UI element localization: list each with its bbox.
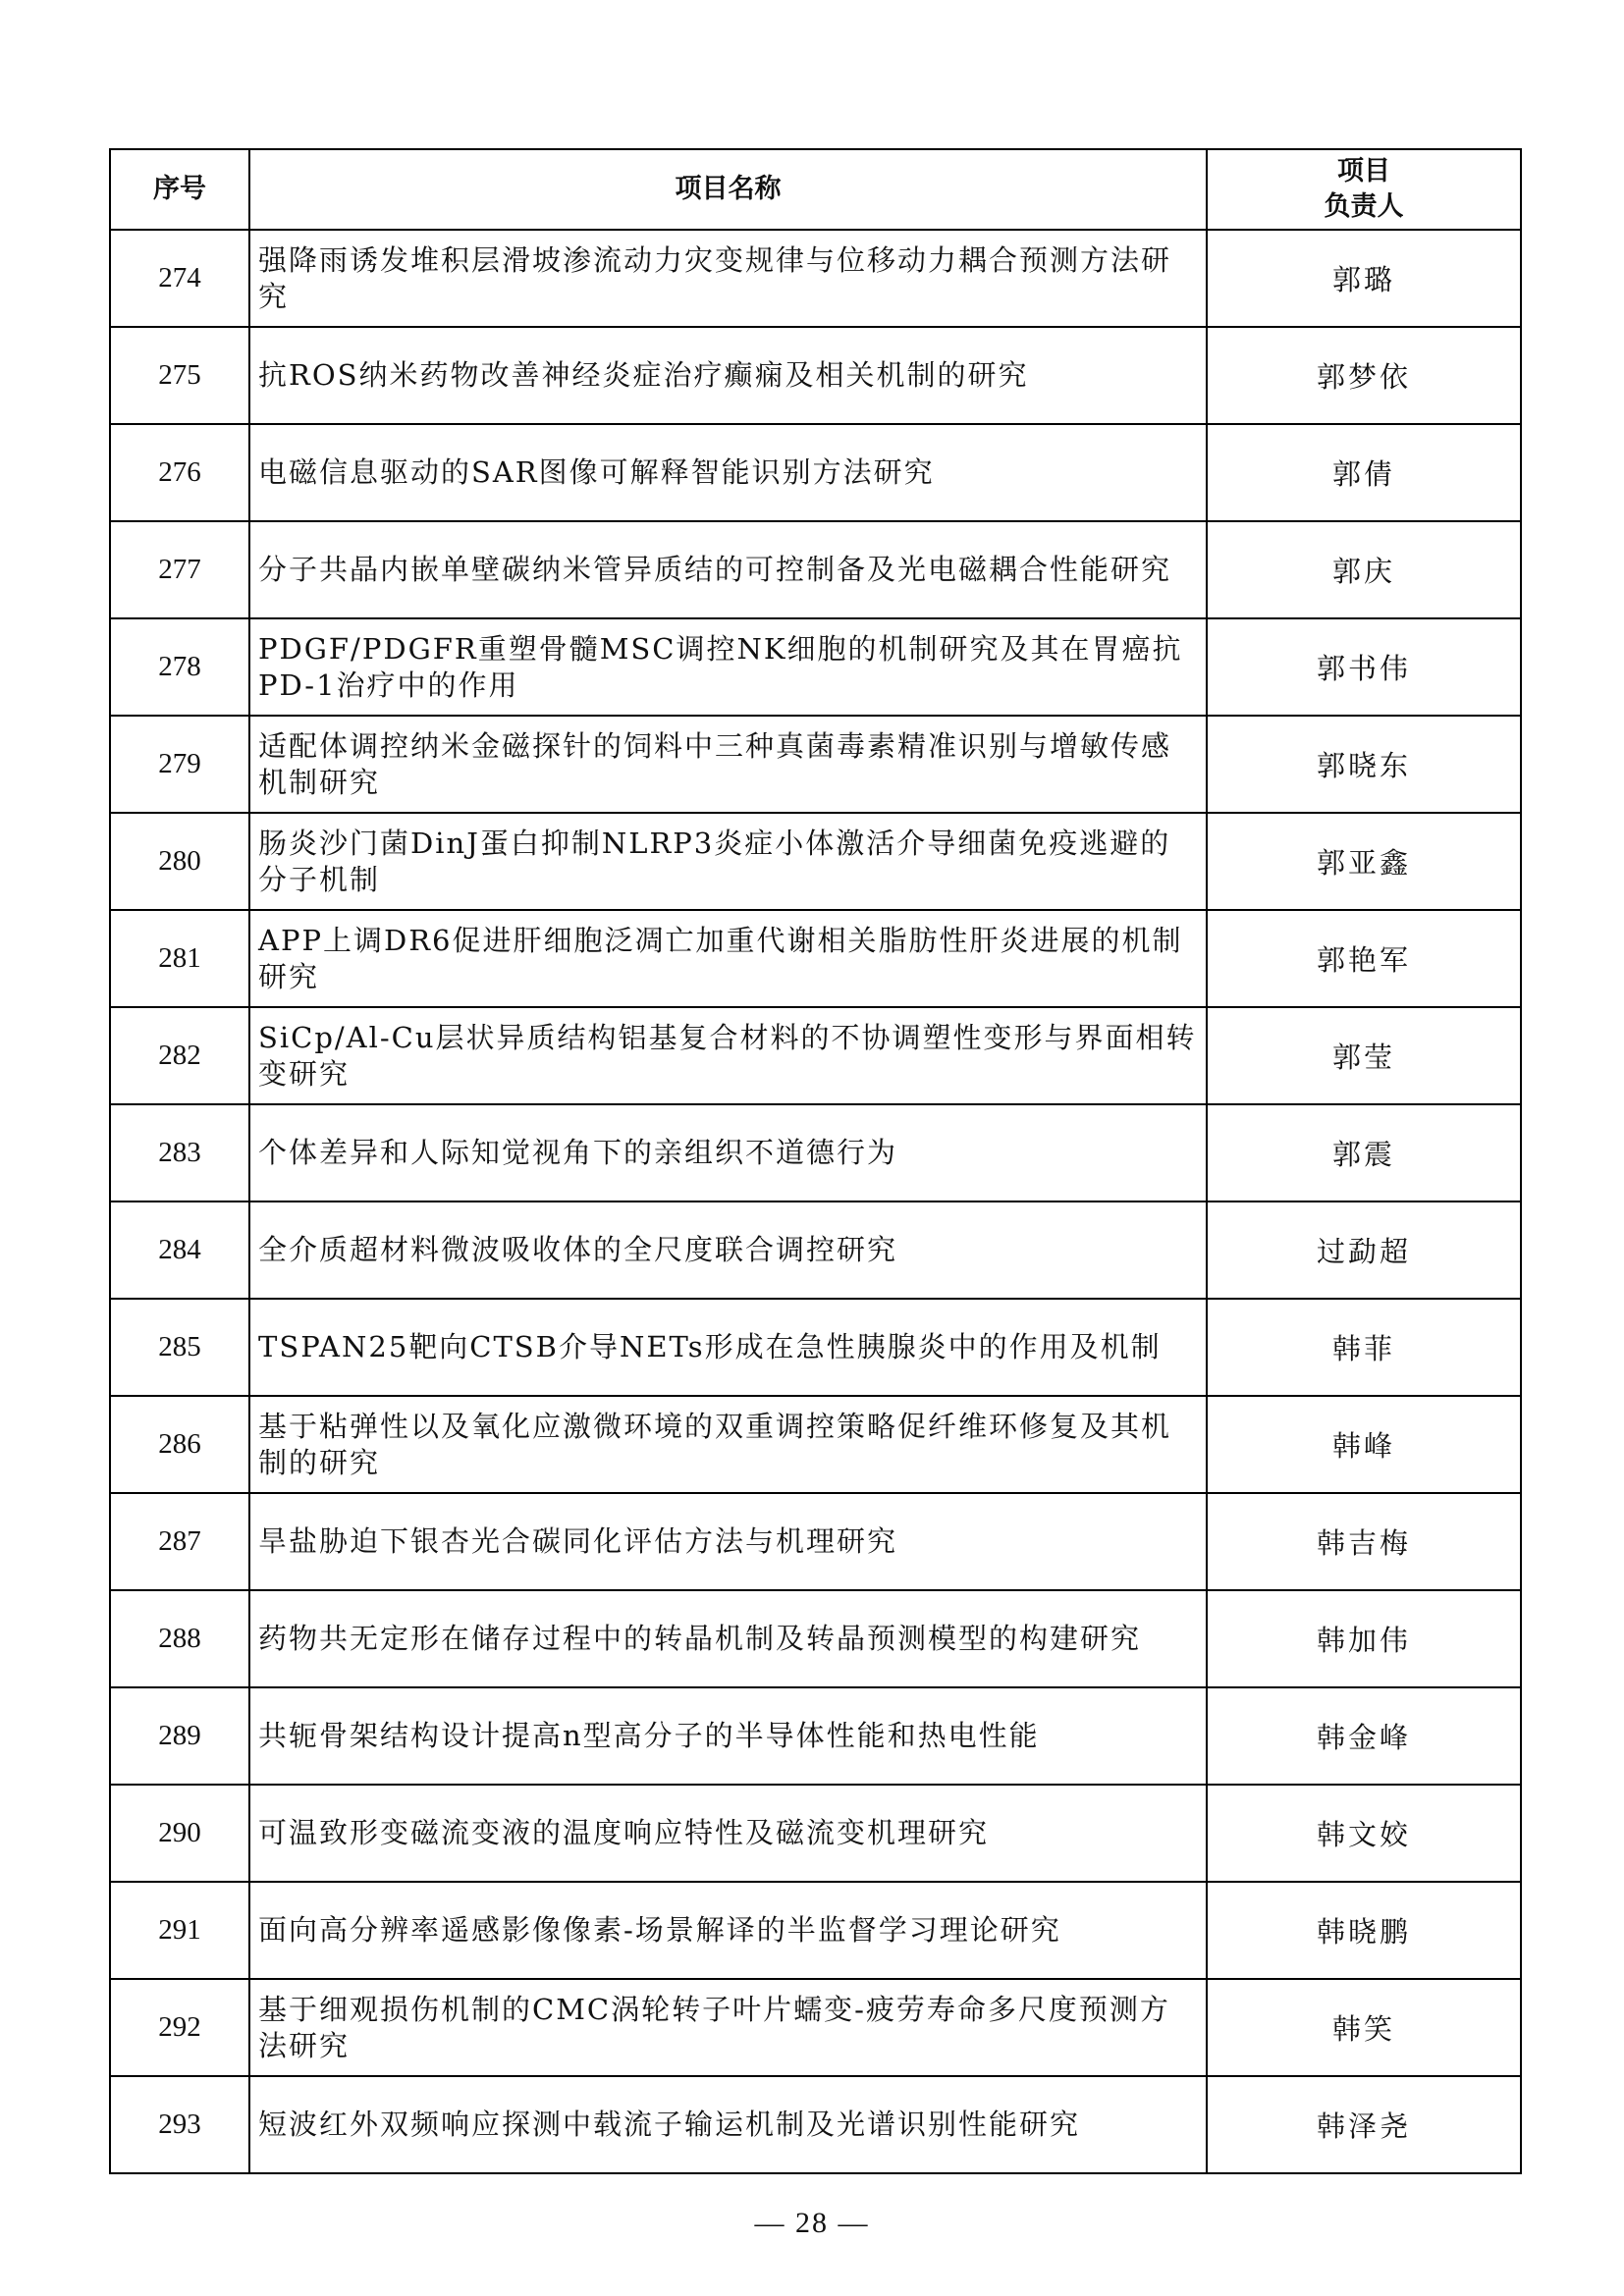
page-number: — 28 — <box>754 2207 870 2239</box>
header-project-leader <box>1207 149 1521 230</box>
table-row <box>110 2076 1521 2173</box>
project-name-cell: 短波红外双频响应探测中载流子输运机制及光谱识别性能研究 <box>249 2076 1207 2173</box>
project-leader-cell: 郭璐 <box>1207 230 1521 327</box>
project-name-cell: 个体差异和人际知觉视角下的亲组织不道德行为 <box>249 1104 1207 1201</box>
project-name-cell: TSPAN25靶向CTSB介导NETs形成在急性胰腺炎中的作用及机制 <box>249 1299 1207 1396</box>
project-name-cell: 适配体调控纳米金磁探针的饲料中三种真菌毒素精准识别与增敏传感机制研究 <box>249 716 1207 813</box>
header-serial-number: 序号 <box>110 149 249 230</box>
serial-number-cell: 279 <box>110 716 249 813</box>
project-name-cell: 强降雨诱发堆积层滑坡渗流动力灾变规律与位移动力耦合预测方法研究 <box>249 230 1207 327</box>
table-row <box>110 618 1521 716</box>
project-leader-cell: 韩加伟 <box>1207 1590 1521 1687</box>
table-row <box>110 716 1521 813</box>
project-name-cell: 肠炎沙门菌DinJ蛋白抑制NLRP3炎症小体激活介导细菌免疫逃避的分子机制 <box>249 813 1207 910</box>
table-row <box>110 1979 1521 2076</box>
header-project-name: 项目名称 <box>249 149 1207 230</box>
project-name-cell: 分子共晶内嵌单壁碳纳米管异质结的可控制备及光电磁耦合性能研究 <box>249 521 1207 618</box>
project-leader-cell: 郭莹 <box>1207 1007 1521 1104</box>
table-header-row <box>110 149 1521 230</box>
serial-number-cell: 274 <box>110 230 249 327</box>
table-row <box>110 327 1521 424</box>
table-row <box>110 1104 1521 1201</box>
table-row <box>110 424 1521 521</box>
project-leader-cell: 韩文姣 <box>1207 1785 1521 1882</box>
table-body <box>110 230 1521 2173</box>
project-name-cell: 基于细观损伤机制的CMC涡轮转子叶片蠕变-疲劳寿命多尺度预测方法研究 <box>249 1979 1207 2076</box>
project-name-cell: 可温致形变磁流变液的温度响应特性及磁流变机理研究 <box>249 1785 1207 1882</box>
project-leader-cell: 郭梦依 <box>1207 327 1521 424</box>
table-row <box>110 1007 1521 1104</box>
serial-number-cell: 284 <box>110 1201 249 1299</box>
project-name-cell: 面向高分辨率遥感影像像素-场景解译的半监督学习理论研究 <box>249 1882 1207 1979</box>
header-leader-line1: 项目 <box>1337 156 1390 187</box>
project-name-cell: 全介质超材料微波吸收体的全尺度联合调控研究 <box>249 1201 1207 1299</box>
serial-number-cell: 285 <box>110 1299 249 1396</box>
serial-number-cell: 287 <box>110 1493 249 1590</box>
table-row <box>110 521 1521 618</box>
table-row <box>110 1785 1521 1882</box>
project-leader-cell: 郭亚鑫 <box>1207 813 1521 910</box>
serial-number-cell: 276 <box>110 424 249 521</box>
project-name-cell: SiCp/Al-Cu层状异质结构铝基复合材料的不协调塑性变形与界面相转变研究 <box>249 1007 1207 1104</box>
project-leader-cell: 郭庆 <box>1207 521 1521 618</box>
project-name-cell: 抗ROS纳米药物改善神经炎症治疗癫痫及相关机制的研究 <box>249 327 1207 424</box>
project-leader-cell: 郭晓东 <box>1207 716 1521 813</box>
serial-number-cell: 283 <box>110 1104 249 1201</box>
table-row <box>110 1201 1521 1299</box>
project-leader-cell: 韩菲 <box>1207 1299 1521 1396</box>
serial-number-cell: 282 <box>110 1007 249 1104</box>
serial-number-cell: 291 <box>110 1882 249 1979</box>
serial-number-cell: 290 <box>110 1785 249 1882</box>
table-row <box>110 1687 1521 1785</box>
project-leader-cell: 韩晓鹏 <box>1207 1882 1521 1979</box>
table-row <box>110 1590 1521 1687</box>
serial-number-cell: 286 <box>110 1396 249 1493</box>
table-row <box>110 1396 1521 1493</box>
serial-number-cell: 275 <box>110 327 249 424</box>
project-name-cell: APP上调DR6促进肝细胞泛凋亡加重代谢相关脂肪性肝炎进展的机制研究 <box>249 910 1207 1007</box>
project-leader-cell: 韩泽尧 <box>1207 2076 1521 2173</box>
project-leader-cell: 郭艳军 <box>1207 910 1521 1007</box>
table-row <box>110 230 1521 327</box>
table-row <box>110 1882 1521 1979</box>
project-name-cell: 基于粘弹性以及氧化应激微环境的双重调控策略促纤维环修复及其机制的研究 <box>249 1396 1207 1493</box>
header-leader-line2: 负责人 <box>1324 191 1404 222</box>
table-row <box>110 1493 1521 1590</box>
table-row <box>110 813 1521 910</box>
serial-number-cell: 278 <box>110 618 249 716</box>
project-leader-cell: 郭书伟 <box>1207 618 1521 716</box>
serial-number-cell: 277 <box>110 521 249 618</box>
serial-number-cell: 281 <box>110 910 249 1007</box>
project-name-cell: 电磁信息驱动的SAR图像可解释智能识别方法研究 <box>249 424 1207 521</box>
table-row <box>110 910 1521 1007</box>
serial-number-cell: 288 <box>110 1590 249 1687</box>
serial-number-cell: 292 <box>110 1979 249 2076</box>
project-leader-cell: 郭倩 <box>1207 424 1521 521</box>
project-leader-cell: 郭震 <box>1207 1104 1521 1201</box>
serial-number-cell: 293 <box>110 2076 249 2173</box>
project-name-cell: 药物共无定形在储存过程中的转晶机制及转晶预测模型的构建研究 <box>249 1590 1207 1687</box>
project-leader-cell: 韩峰 <box>1207 1396 1521 1493</box>
serial-number-cell: 280 <box>110 813 249 910</box>
project-leader-cell: 韩吉梅 <box>1207 1493 1521 1590</box>
project-leader-cell: 韩笑 <box>1207 1979 1521 2076</box>
project-leader-cell: 韩金峰 <box>1207 1687 1521 1785</box>
serial-number-cell: 289 <box>110 1687 249 1785</box>
project-name-cell: 旱盐胁迫下银杏光合碳同化评估方法与机理研究 <box>249 1493 1207 1590</box>
table-row <box>110 1299 1521 1396</box>
project-name-cell: PDGF/PDGFR重塑骨髓MSC调控NK细胞的机制研究及其在胃癌抗PD-1治疗中的作用 <box>249 618 1207 716</box>
project-name-cell: 共轭骨架结构设计提高n型高分子的半导体性能和热电性能 <box>249 1687 1207 1785</box>
project-table <box>109 148 1522 2174</box>
project-leader-cell: 过勐超 <box>1207 1201 1521 1299</box>
